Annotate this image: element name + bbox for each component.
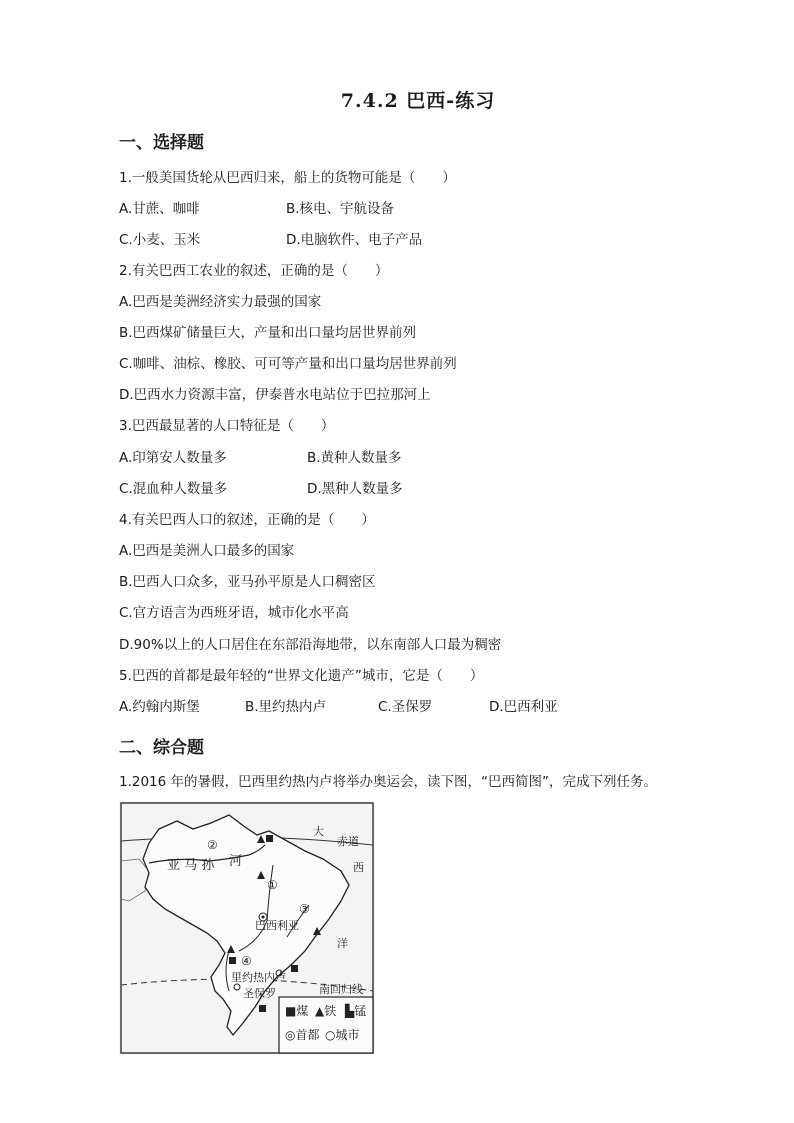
- question-1-option-c: C.小麦、玉米: [119, 232, 201, 248]
- question-1-stem: 1.一般美国货轮从巴西归来，船上的货物可能是（ ）: [119, 170, 456, 186]
- question-3-option-a: A.印第安人数量多: [119, 450, 227, 466]
- coal-marker-south: [259, 1005, 266, 1012]
- label-n3: ③: [299, 902, 310, 916]
- question-4-option-c: C.官方语言为西班牙语，城市化水平高: [119, 605, 349, 621]
- question-4-option-b: B.巴西人口众多，亚马孙平原是人口稠密区: [119, 574, 376, 590]
- question-5-option-c: C.圣保罗: [378, 699, 433, 715]
- label-rio: 里约热内卢: [231, 971, 286, 984]
- question-4-option-d: D.90%以上的人口居住在东部沿海地带，以东南部人口最为稠密: [119, 637, 502, 653]
- legend-capital: ◎首都: [285, 1028, 320, 1042]
- label-xi: 西: [353, 861, 364, 874]
- question-5-option-b: B.里约热内卢: [245, 699, 327, 715]
- question-4-stem: 4.有关巴西人口的叙述，正确的是（ ）: [119, 512, 375, 528]
- legend-mn: ▙锰: [345, 1004, 367, 1018]
- question-1-option-b: B.核电、宇航设备: [286, 201, 395, 217]
- label-he: 河: [229, 854, 243, 869]
- question-5-option-a: A.约翰内斯堡: [119, 699, 200, 715]
- question-3-option-b: B.黄种人数量多: [307, 450, 402, 466]
- question-2-option-d: D.巴西水力资源丰富，伊泰普水电站位于巴拉那河上: [119, 387, 431, 403]
- question-1-option-d: D.电脑软件、电子产品: [286, 232, 423, 248]
- mn-marker-rio: [291, 965, 298, 972]
- label-yang: 洋: [337, 937, 348, 950]
- label-n2: ②: [207, 838, 218, 852]
- question-3-option-d: D.黑种人数量多: [307, 481, 403, 497]
- label-da: 大: [313, 825, 324, 838]
- mn-marker-west: [229, 957, 236, 964]
- label-n1: ①: [267, 878, 278, 892]
- label-saopaulo: 圣保罗: [243, 987, 276, 1000]
- label-amazon: 亚 马 孙: [167, 858, 215, 873]
- label-tropic: 南回归线: [319, 983, 363, 996]
- brazil-map-figure: [119, 801, 375, 1055]
- question-5-stem: 5.巴西的首都是最年轻的“世界文化遗产”城市，它是（ ）: [119, 668, 484, 684]
- page-title: 7.4.2 巴西-练习: [340, 90, 496, 112]
- question-5-option-d: D.巴西利亚: [489, 699, 558, 715]
- neighbor-outline: [121, 859, 149, 901]
- question-3-stem: 3.巴西最显著的人口特征是（ ）: [119, 418, 335, 434]
- label-brasilia: 巴西利亚: [255, 919, 299, 932]
- mn-marker-north: [266, 835, 273, 842]
- section-title-comprehensive: 二、综合题: [119, 738, 204, 758]
- question-3-option-c: C.混血种人数量多: [119, 481, 228, 497]
- legend-iron: ▲铁: [315, 1004, 337, 1018]
- question-2-option-c: C.咖啡、油棕、橡胶、可可等产量和出口量均居世界前列: [119, 356, 457, 372]
- section-title-choice: 一、选择题: [119, 133, 204, 153]
- question-1-option-a: A.甘蔗、咖啡: [119, 201, 200, 217]
- legend-city: ○城市: [325, 1028, 360, 1042]
- capital-marker-dot: [262, 916, 265, 919]
- label-n4: ④: [241, 954, 252, 968]
- question-2-option-a: A.巴西是美洲经济实力最强的国家: [119, 294, 322, 310]
- question-4-option-a: A.巴西是美洲人口最多的国家: [119, 543, 295, 559]
- label-equator: 赤道: [337, 835, 359, 848]
- question-2-stem: 2.有关巴西工农业的叙述，正确的是（ ）: [119, 263, 389, 279]
- legend-coal: ■煤: [285, 1004, 309, 1018]
- comprehensive-1-stem: 1.2016 年的暑假，巴西里约热内卢将举办奥运会，读下图，“巴西简图”，完成下列任务。: [119, 774, 658, 790]
- question-2-option-b: B.巴西煤矿储量巨大，产量和出口量均居世界前列: [119, 325, 417, 341]
- brazil-map-svg: [119, 801, 375, 1055]
